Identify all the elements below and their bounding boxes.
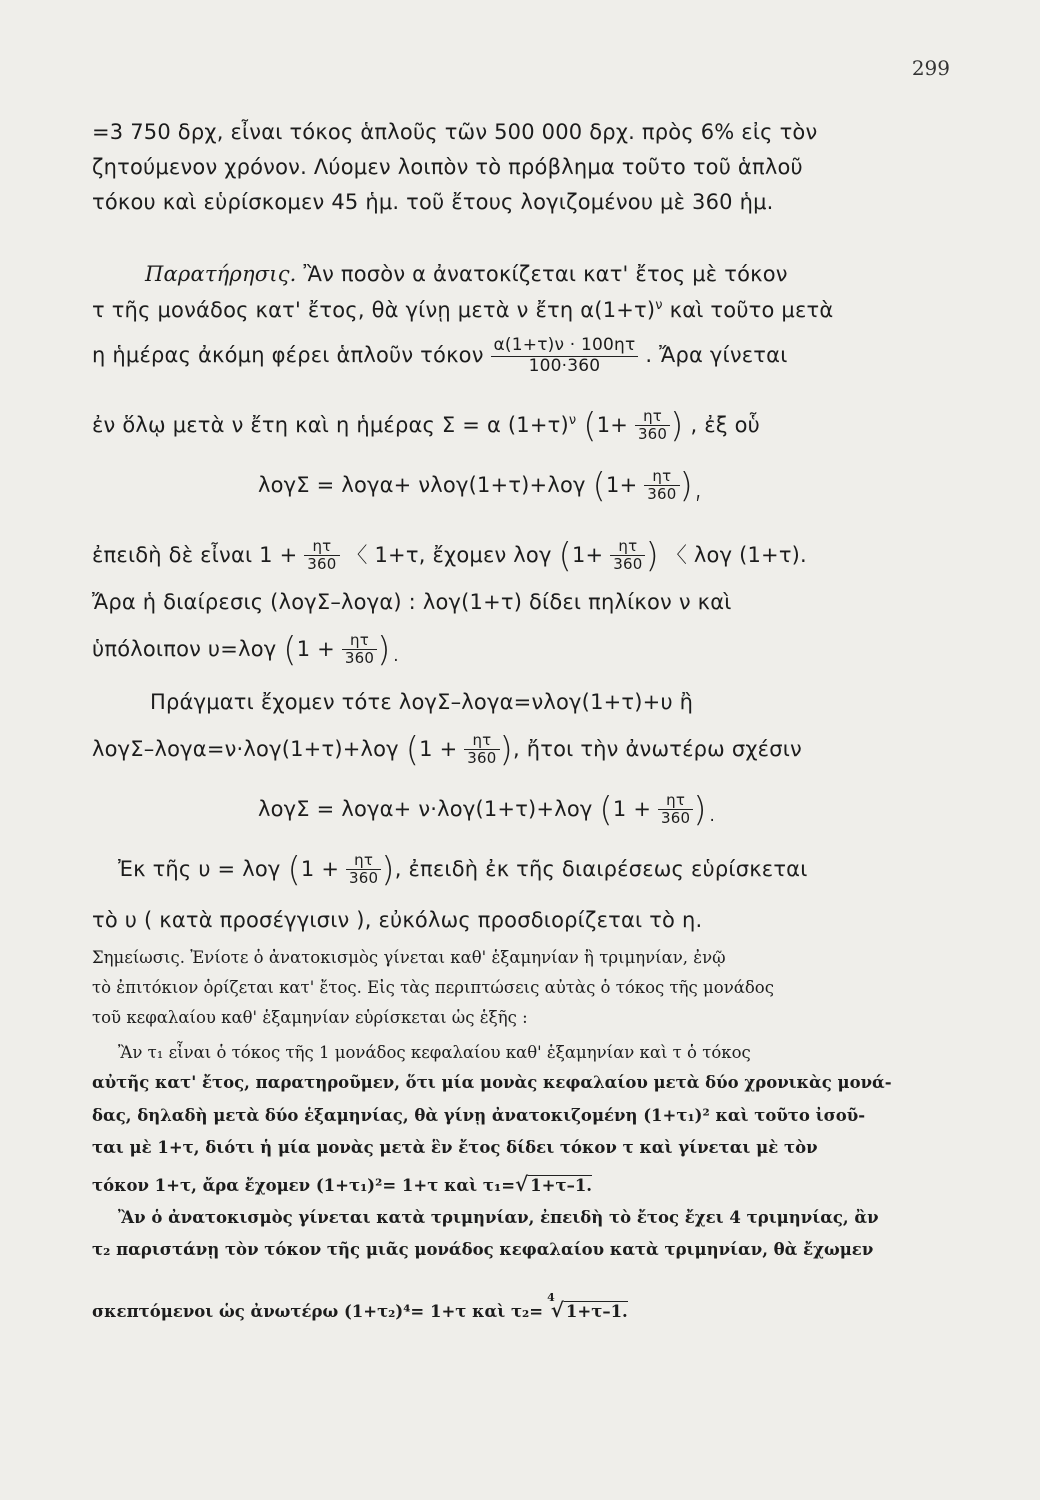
eta-tau-fraction [658, 792, 693, 828]
note8-part-a: τόκον 1+τ, ἄρα ἔχομεν (1+τ₁)²= 1+τ καὶ τ₁= [92, 1176, 516, 1195]
text-line-10: Ἄρα ἡ διαίρεσις (λογΣ–λογα) : λογ(1+τ) δίδει πηλίκον ν καὶ [92, 590, 732, 614]
line6-part-b: . Ἄρα γίνεται [645, 343, 788, 368]
note-line-3: τοῦ κεφαλαίου καθ' ἑξαμηνίαν εὑρίσκεται ὡς ἑξῆς : [92, 1008, 528, 1027]
line6-part-a: η ἡμέρας ἀκόμη φέρει ἁπλοῦν τόκον [92, 343, 484, 368]
note-line-1: Σημείωσις. Ἐνίοτε ὁ ἀνατοκισμὸς γίνεται καθ' ἑξαμηνίαν ἢ τριμηνίαν, ἐνῷ [92, 948, 726, 967]
interest-fraction-numerator: α(1+τ)ν · 100ητ [491, 336, 639, 357]
remark-text: Ἂν ποσὸν α ἀνατοκίζεται κατ' ἔτος μὲ τόκον [303, 262, 788, 286]
text-line-15: Ἐκ τῆς υ = λογ (1 + $\frac{\eta\tau}{360}$ ), ἐπειδὴ ἐκ τῆς διαιρέσεως εὑρίσκεται [118, 849, 808, 890]
root-index: 4 [547, 1291, 555, 1304]
note-line-11: σκεπτόμενοι ὡς ἀνωτέρω (1+τ₂)⁴= 1+τ καὶ τ₂=$^4$√ 1+τ–1. [92, 1291, 628, 1322]
line15-part-a: Ἐκ τῆς υ = λογ [118, 856, 281, 881]
text-line-6 [92, 336, 788, 376]
frac-num: ητ [304, 538, 339, 556]
text-line-4 [145, 262, 788, 286]
line5-part-b: καὶ τοῦτο μετὰ [662, 298, 834, 322]
frac-num: ητ [346, 852, 381, 870]
note-line-2: τὸ ἐπιτόκιον ὁρίζεται κατ' ἔτος. Εἰς τὰς περιπτώσεις αὐτὰς ὁ τόκος τῆς μονάδος [92, 978, 774, 997]
text-line-3: τόκου καὶ εὑρίσκομεν 45 ἡμ. τοῦ ἔτους λογιζομένου μὲ 360 ἡμ. [92, 190, 774, 214]
text-line-2: ζητούμενον χρόνον. Λύομεν λοιπὸν τὸ πρόβλημα τοῦτο τοῦ ἁπλοῦ [92, 155, 803, 179]
frac-num: ητ [610, 538, 645, 556]
line5-part-a: τ τῆς μονάδος κατ' ἔτος, θὰ γίνῃ μετὰ ν ἔτη α(1+τ) [92, 298, 656, 322]
frac-den: 360 [349, 869, 379, 888]
note-line-9: Ἂν ὁ ἀνατοκισμὸς γίνεται κατὰ τριμηνίαν, ἐπειδὴ τὸ ἔτος ἔχει 4 τριμηνίας, ἂν [118, 1208, 879, 1227]
frac-den: 360 [307, 555, 337, 574]
text-line-1: =3 750 δρχ, εἶναι τόκος ἁπλοῦς τῶν 500 000 δρχ. πρὸς 6% εἰς τὸν [92, 120, 818, 144]
frac-num: ητ [658, 792, 693, 810]
line9-part-a: ἐπειδὴ δὲ εἶναι 1 + [92, 542, 298, 567]
frac-den: 360 [613, 555, 643, 574]
line14-part-a: λογΣ = λογα+ ν·λογ(1+τ)+λογ [258, 796, 593, 821]
line11-part-b: 1 + [296, 636, 335, 661]
line9-part-b: 〈 1+τ, ἔχομεν λογ [346, 542, 552, 567]
note11-part-a: σκεπτόμενοι ὡς ἀνωτέρω (1+τ₂)⁴= 1+τ καὶ τ₂= [92, 1302, 544, 1321]
line9-part-d: 〈 λογ (1+τ). [665, 542, 807, 567]
eta-tau-fraction [346, 852, 381, 888]
note-line-4: Ἂν τ₁ εἶναι ὁ τόκος τῆς 1 μονάδος κεφαλαίου καθ' ἑξαμηνίαν καὶ τ ὁ τόκος [118, 1043, 751, 1062]
eta-tau-fraction [644, 468, 679, 504]
text-line-13: λογΣ–λογα=ν·λογ(1+τ)+λογ (1 + $\frac{\eta\tau}{360}$ ), ἤτοι τὴν ἀνωτέρω σχέσιν [92, 729, 802, 770]
line14-part-b: 1 + [612, 796, 652, 821]
line13-part-b: 1 + [419, 736, 458, 761]
line7-exponent: ν [568, 412, 577, 428]
note8-radicand: 1+τ–1. [530, 1176, 593, 1195]
line7-part-b: 1+ [596, 412, 629, 437]
eta-tau-fraction [304, 538, 339, 574]
page-number: 299 [911, 56, 950, 80]
line15-part-c: , ἐπειδὴ ἐκ τῆς διαιρέσεως εὑρίσκεται [394, 856, 808, 881]
text-line-5 [92, 298, 833, 322]
frac-num: ητ [464, 732, 499, 750]
text-line-7: ἐν ὅλῳ μετὰ ν ἔτη καὶ η ἡμέρας Σ = α $(1+\tau)^\nu$ (1+ $\frac{\eta\tau}{360}$ ) , ἐξ οὗ [92, 405, 761, 446]
frac-den: 360 [647, 485, 677, 504]
note-line-8: τόκον 1+τ, ἄρα ἔχομεν (1+τ₁)²= 1+τ καὶ τ₁=√ 1+τ–1. [92, 1172, 593, 1196]
note-line-6: δας, δηλαδὴ μετὰ δύο ἑξαμηνίας, θὰ γίνῃ ἀνατοκιζομένη (1+τ₁)² καὶ τοῦτο ἰσοῦ- [92, 1106, 866, 1125]
text-line-12: Πράγματι ἔχομεν τότε λογΣ–λογα=νλογ(1+τ)+υ ἢ [150, 690, 694, 714]
frac-num: ητ [635, 408, 670, 426]
line5-exponent: ν [655, 298, 663, 313]
eta-tau-fraction [635, 408, 670, 444]
note11-radicand: 1+τ–1. [565, 1302, 628, 1321]
eta-tau-fraction [610, 538, 645, 574]
note-line-7: ται μὲ 1+τ, διότι ἡ μία μονὰς μετὰ ἓν ἔτος δίδει τόκον τ καὶ γίνεται μὲ τὸν [92, 1138, 818, 1157]
frac-den: 360 [344, 649, 375, 668]
line7-part-a: ἐν ὅλῳ μετὰ ν ἔτη καὶ η ἡμέρας Σ = α (1+τ) [92, 412, 569, 437]
line7-part-c: , ἐξ οὗ [690, 412, 761, 437]
note-line-10: τ₂ παριστάνῃ τὸν τόκον τῆς μιᾶς μονάδος κεφαλαίου κατὰ τριμηνίαν, θὰ ἔχωμεν [92, 1240, 874, 1259]
text-line-11: ὑπόλοιπον υ=λογ (1 + $\frac{\eta\tau}{360}$ ). [92, 629, 402, 670]
text-line-8: λογΣ = λογα+ νλογ(1+τ)+λογ (1+ $\frac{\eta\tau}{360}$ ), [258, 465, 704, 506]
interest-fraction [491, 336, 639, 376]
frac-den: 360 [661, 809, 691, 828]
eta-tau-fraction [464, 732, 499, 768]
line9-part-c: 1+ [571, 542, 604, 567]
text-line-9: ἐπειδὴ δὲ εἶναι 1 + $\frac{\eta\tau}{360}$ 〈 1+τ, ἔχομεν λογ (1+ $\frac{\eta\tau}{360}$ ) 〈 λογ (1+τ). [92, 535, 807, 576]
line8-part-a: λογΣ = λογα+ νλογ(1+τ)+λογ [258, 472, 586, 497]
frac-den: 360 [467, 749, 497, 768]
frac-num: ητ [644, 468, 679, 486]
line15-part-b: 1 + [300, 856, 340, 881]
interest-fraction-denominator: 100·360 [528, 355, 601, 376]
line11-part-a: ὑπόλοιπον υ=λογ [92, 636, 277, 661]
note-line-5: αὐτῆς κατ' ἔτος, παρατηροῦμεν, ὅτι μία μονὰς κεφαλαίου μετὰ δύο χρονικὰς μονά- [92, 1073, 892, 1092]
frac-den: 360 [637, 425, 668, 444]
text-line-14: λογΣ = λογα+ ν·λογ(1+τ)+λογ (1 + $\frac{\eta\tau}{360}$ ). [258, 789, 718, 830]
line13-part-c: , ἤτοι τὴν ἀνωτέρω σχέσιν [513, 736, 802, 761]
remark-label: Παρατήρησις. [145, 262, 297, 286]
frac-num: ητ [342, 632, 377, 650]
line13-part-a: λογΣ–λογα=ν·λογ(1+τ)+λογ [92, 736, 399, 761]
line8-part-b: 1+ [606, 472, 638, 497]
eta-tau-fraction [342, 632, 377, 668]
text-line-16: τὸ υ ( κατὰ προσέγγισιν ), εὐκόλως προσδιορίζεται τὸ η. [92, 908, 703, 932]
